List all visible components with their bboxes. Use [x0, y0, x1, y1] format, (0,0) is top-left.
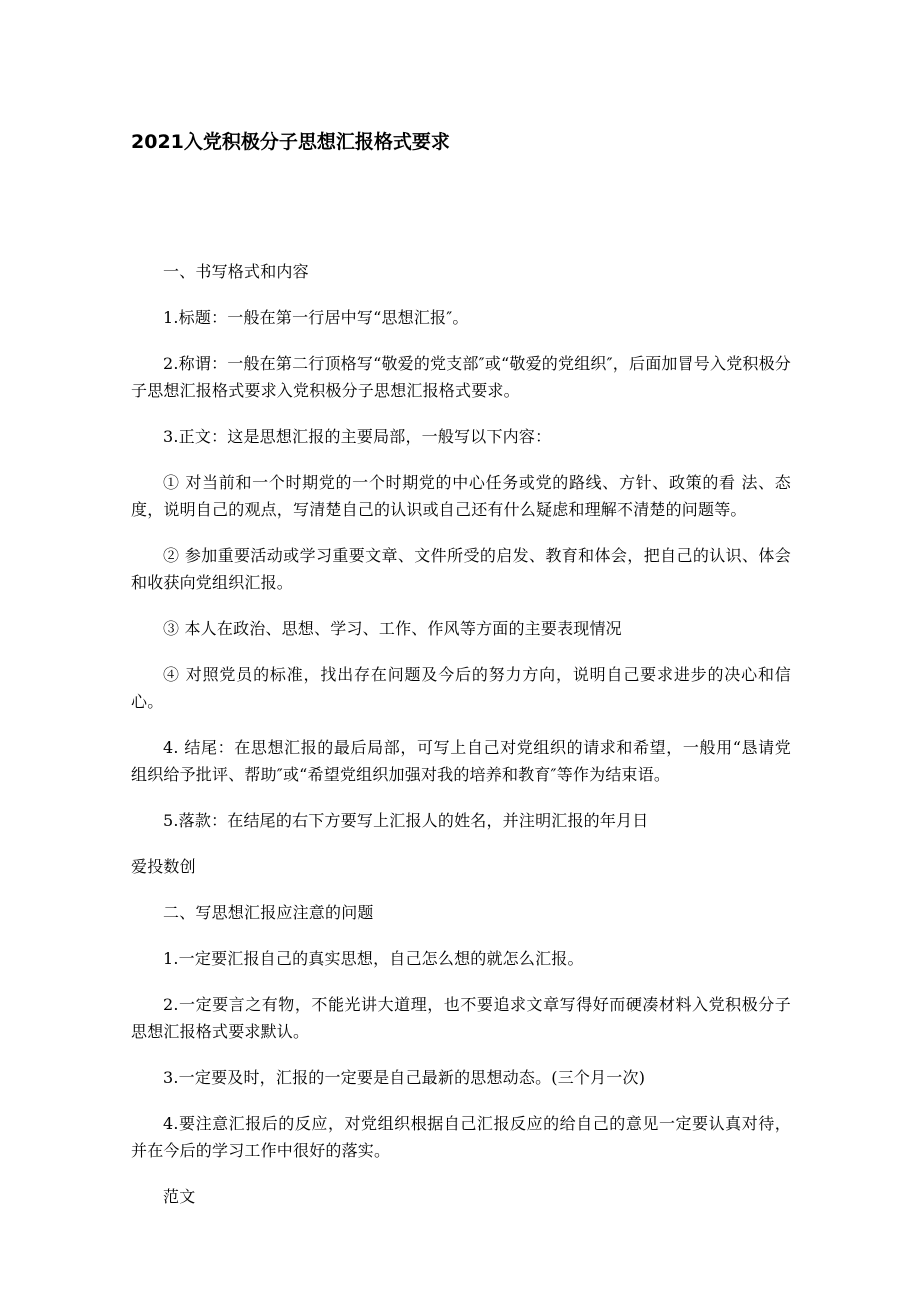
paragraph: ③ 本人在政治、思想、学习、工作、作风等方面的主要表现情况 [163, 619, 622, 638]
paragraph: ④ 对照党员的标准，找出存在问题及今后的努力方向，说明自己要求进步的决心和信心。 [131, 665, 791, 711]
paragraph: 2.称谓：一般在第二行顶格写“敬爱的党支部″或“敬爱的党组织″，后面加冒号入党积极分子思想汇报格式要求入党积极分子思想汇报格式要求。 [131, 354, 791, 400]
paragraph: 范文 [163, 1187, 196, 1206]
paragraph: 5.落款：在结尾的右下方要写上汇报人的姓名，并注明汇报的年月日 [163, 811, 649, 830]
paragraph: 2.一定要言之有物，不能光讲大道理，也不要追求文章写得好而硬凑材料入党积极分子思想汇报格式要求默认。 [131, 995, 791, 1041]
paragraph: 3.一定要及时，汇报的一定要是自己最新的思想动态。(三个月一次) [163, 1068, 646, 1087]
paragraph: 二、写思想汇报应注意的问题 [163, 903, 374, 922]
paragraph: 1.标题：一般在第一行居中写“思想汇报″。 [163, 308, 469, 327]
paragraph: ② 参加重要活动或学习重要文章、文件所受的启发、教育和体会，把自己的认识、体会和收获向党组织汇报。 [131, 546, 791, 592]
paragraph: 4.要注意汇报后的反应，对党组织根据自己汇报反应的给自己的意见一定要认真对待，并在今后的学习工作中很好的落实。 [131, 1114, 791, 1160]
paragraph: 爱投数创 [131, 857, 196, 876]
document-title: 2021入党积极分子思想汇报格式要求 [131, 131, 450, 153]
paragraph: 3.正文：这是思想汇报的主要局部，一般写以下内容： [163, 427, 552, 446]
document-body [131, 258, 791, 1229]
paragraph: 1.一定要汇报自己的真实思想，自己怎么想的就怎么汇报。 [163, 949, 584, 968]
paragraph: 一、书写格式和内容 [163, 262, 309, 281]
paragraph: 4. 结尾：在思想汇报的最后局部，可写上自己对党组织的请求和希望，一般用“恳请党组织给予批评、帮助″或“希望党组织加强对我的培养和教育″等作为结束语。 [131, 738, 791, 784]
paragraph: ① 对当前和一个时期党的一个时期党的中心任务或党的路线、方针、政策的看 法、态度，说明自己的观点，写清楚自己的认识或自己还有什么疑虑和理解不清楚的问题等。 [131, 473, 791, 519]
